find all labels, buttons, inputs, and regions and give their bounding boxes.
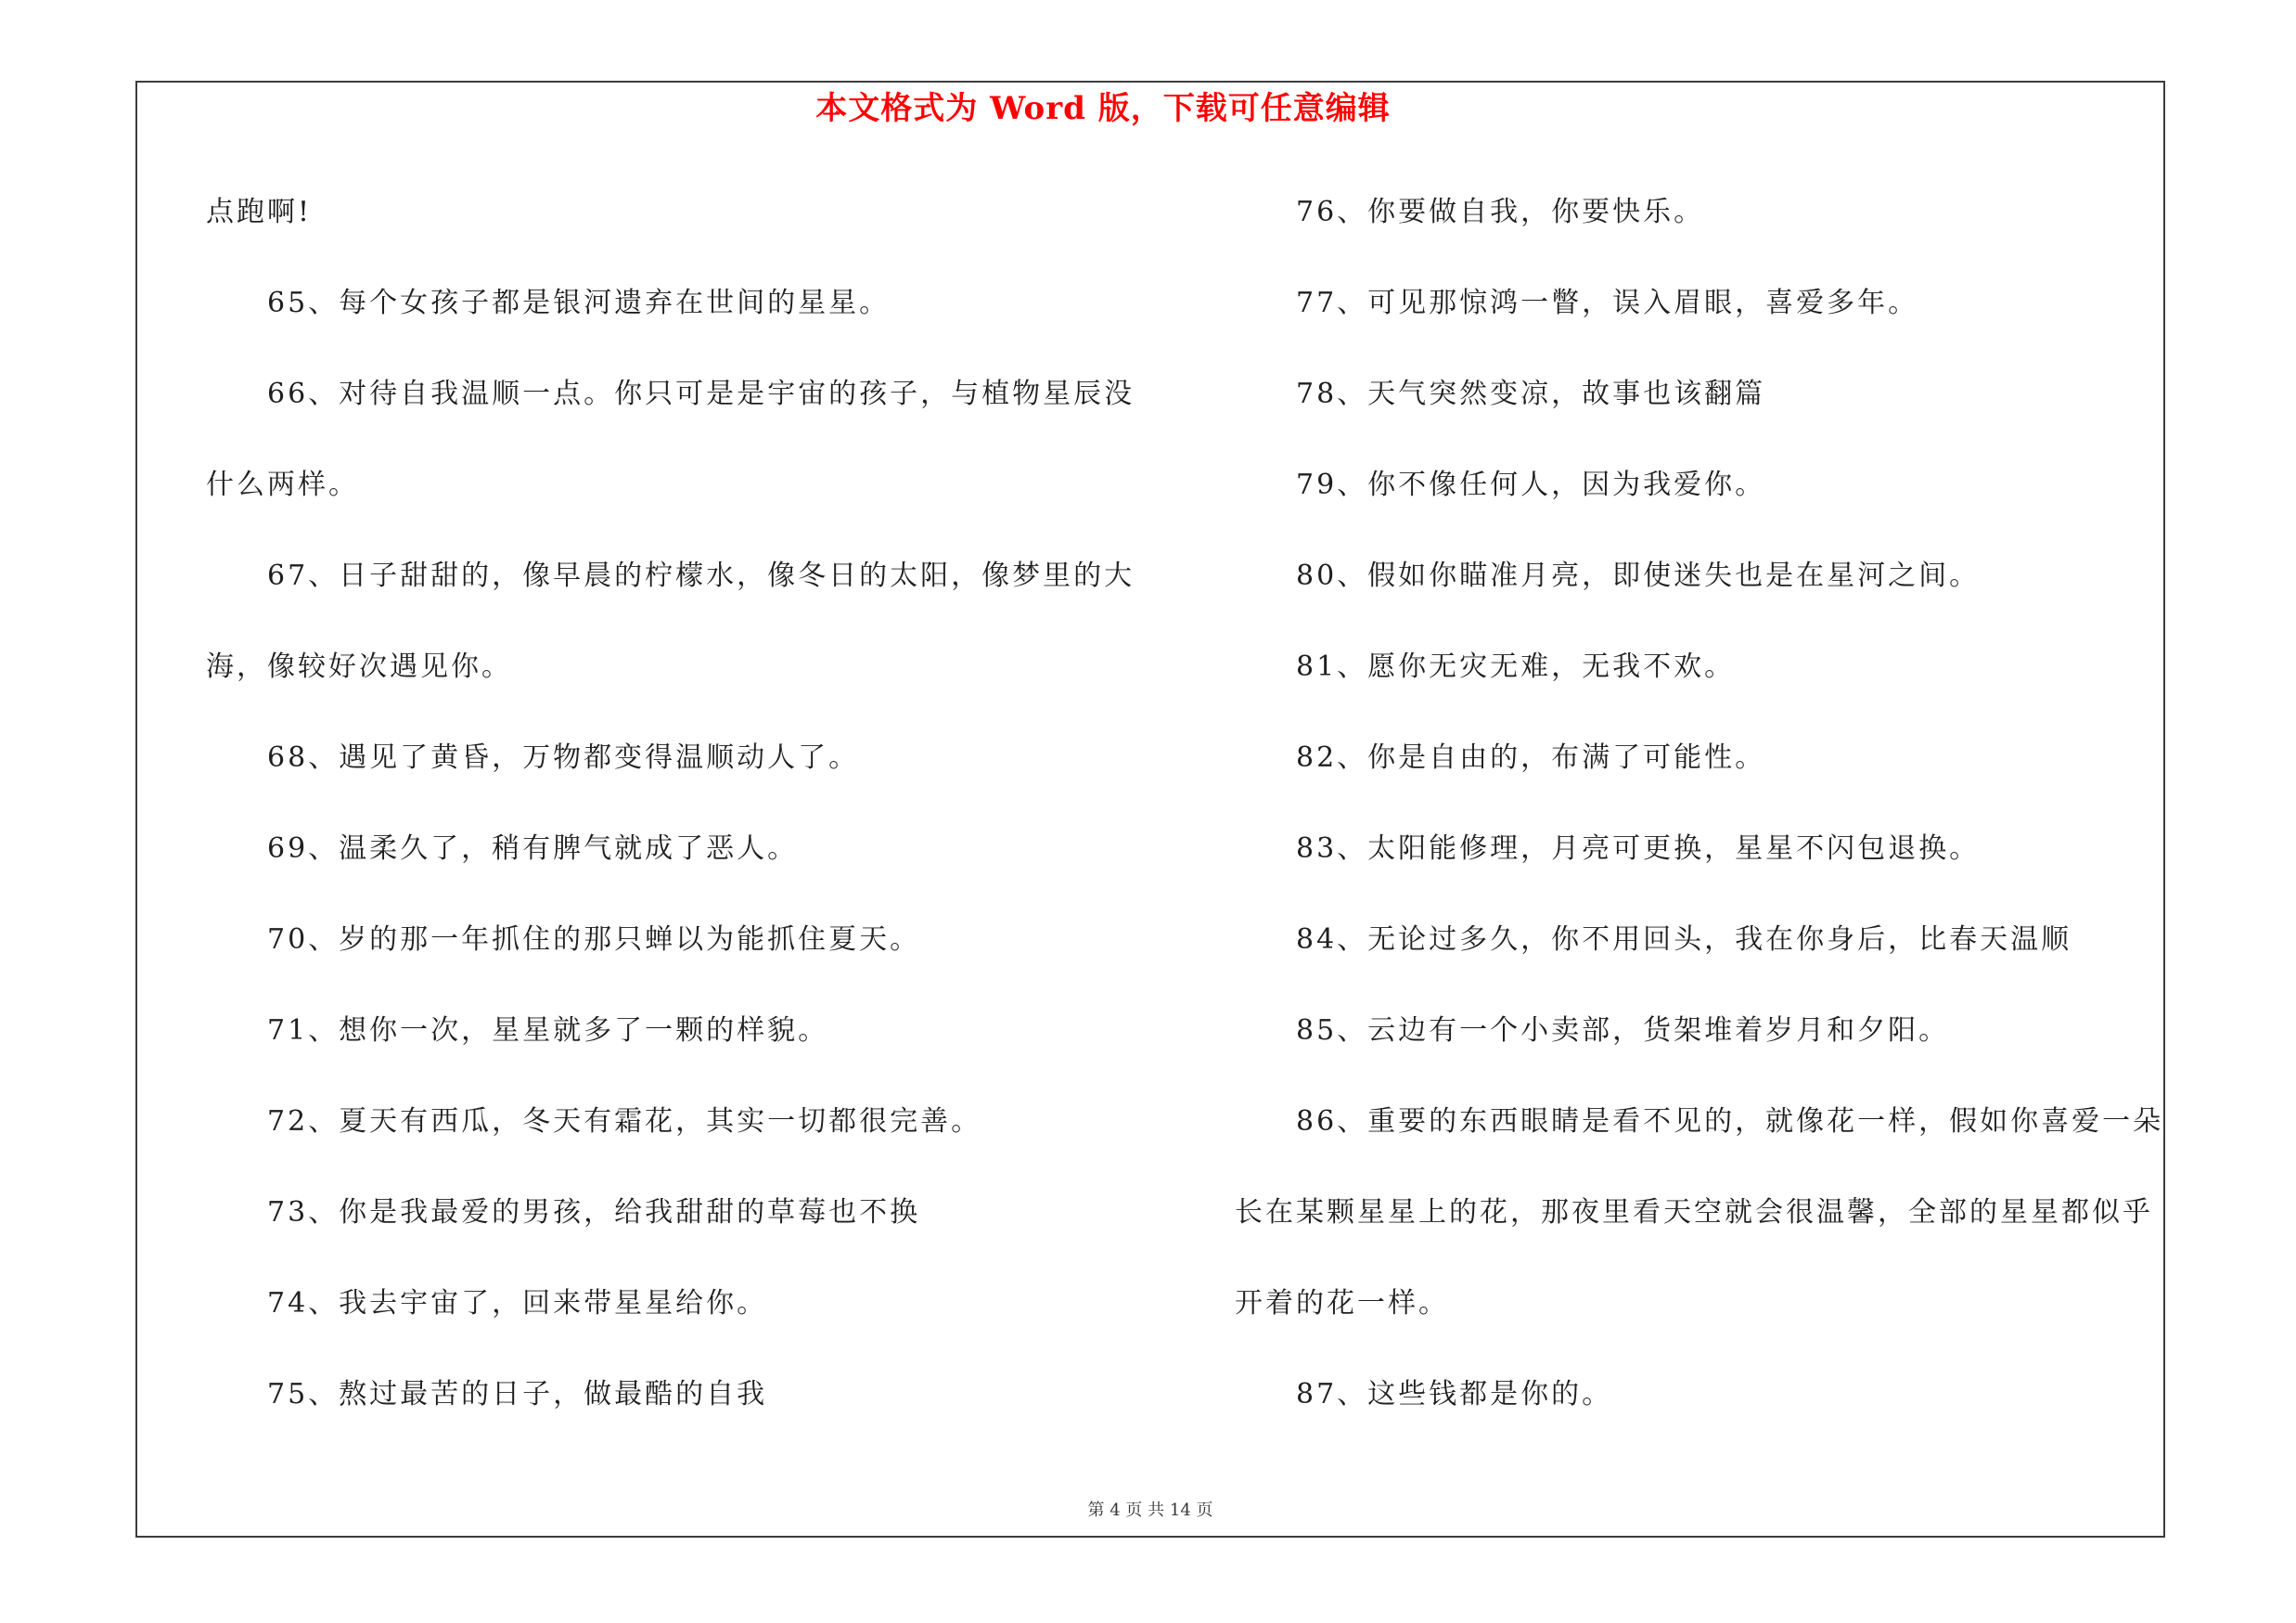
- paragraph-line: 81、愿你无灾无难，无我不欢。: [1296, 650, 1736, 683]
- paragraph: [206, 895, 1129, 985]
- footer-label: 页 共: [1125, 1501, 1165, 1520]
- paragraph: [1235, 895, 2158, 985]
- paragraph-line: 83、太阳能修理，月亮可更换，星星不闪包退换。: [1296, 832, 1981, 865]
- paragraph: [206, 531, 1135, 713]
- paragraph: [1235, 167, 2158, 258]
- paragraph-line: 69、温柔久了，稍有脾气就成了恶人。: [267, 832, 799, 865]
- paragraph: [206, 1258, 1129, 1349]
- left-column: [206, 167, 1135, 1440]
- paragraph: [206, 1349, 1129, 1440]
- paragraph: [206, 349, 1135, 531]
- paragraph: [1235, 1076, 2164, 1349]
- page-footer: [137, 1497, 2163, 1525]
- total-pages-number: 14: [1169, 1501, 1191, 1520]
- paragraph: [1235, 440, 2158, 531]
- paragraph-line: 70、岁的那一年抓住的那只蝉以为能抓住夏天。: [267, 923, 921, 956]
- paragraph-line: 78、天气突然变凉，故事也该翻篇: [1296, 378, 1766, 410]
- paragraph-line: 75、熬过最苦的日子，做最酷的自我: [267, 1378, 768, 1410]
- paragraph-line: 海，像较好次遇见你。: [206, 650, 512, 683]
- paragraph: [206, 713, 1129, 804]
- paragraph: [1235, 1349, 2158, 1440]
- paragraph: [1235, 713, 2158, 804]
- footer-label: 第: [1087, 1501, 1105, 1520]
- paragraph: [206, 985, 1129, 1076]
- paragraph-line: 长在某颗星星上的花，那夜里看天空就会很温馨，全部的星星都似乎: [1235, 1196, 2153, 1229]
- paragraph-line: 80、假如你瞄准月亮，即使迷失也是在星河之间。: [1296, 560, 1981, 592]
- paragraph-line: 85、云边有一个小卖部，货架堆着岁月和夕阳。: [1296, 1014, 1950, 1047]
- header-notice: 本文格式为 Word 版，下载可任意编辑: [815, 90, 1391, 127]
- paragraph-line: 82、你是自由的，布满了可能性。: [1296, 741, 1766, 774]
- paragraph: [1235, 985, 2158, 1076]
- paragraph-line: 66、对待自我温顺一点。你只可是是宇宙的孩子，与植物星辰没: [267, 378, 1135, 410]
- paragraph: [1235, 622, 2158, 713]
- paragraph: [206, 1076, 1129, 1167]
- footer-label: 页: [1196, 1501, 1213, 1520]
- paragraph: [1235, 804, 2158, 895]
- paragraph: [206, 804, 1129, 895]
- paragraph-line: 点跑啊!: [206, 196, 313, 228]
- document-page: [135, 81, 2165, 1538]
- paragraph-line: 73、你是我最爱的男孩，给我甜甜的草莓也不换: [267, 1196, 921, 1229]
- right-column: [1235, 167, 2164, 1440]
- paragraph-line: 77、可见那惊鸿一瞥，误入眉眼，喜爱多年。: [1296, 287, 1919, 319]
- current-page-number: 4: [1110, 1501, 1121, 1520]
- paragraph: [1235, 349, 2158, 440]
- paragraph-line: 67、日子甜甜的，像早晨的柠檬水，像冬日的太阳，像梦里的大: [267, 560, 1135, 592]
- paragraph-line: 79、你不像任何人，因为我爱你。: [1296, 469, 1766, 501]
- paragraph-line: 86、重要的东西眼睛是看不见的，就像花一样，假如你喜爱一朵: [1296, 1105, 2164, 1138]
- paragraph: [206, 1167, 1129, 1258]
- paragraph-line: 65、每个女孩子都是银河遗弃在世间的星星。: [267, 287, 891, 319]
- paragraph-line: 72、夏天有西瓜，冬天有霜花，其实一切都很完善。: [267, 1105, 982, 1138]
- paragraph-line: 76、你要做自我，你要快乐。: [1296, 196, 1705, 228]
- paragraph-line: 74、我去宇宙了，回来带星星给你。: [267, 1287, 768, 1320]
- paragraph-line: 什么两样。: [206, 469, 359, 501]
- paragraph-line: 开着的花一样。: [1235, 1287, 1449, 1320]
- paragraph: [1235, 258, 2158, 349]
- paragraph: [206, 167, 1129, 258]
- paragraph: [1235, 531, 2158, 622]
- paragraph-line: 68、遇见了黄昏，万物都变得温顺动人了。: [267, 741, 860, 774]
- paragraph-line: 84、无论过多久，你不用回头，我在你身后，比春天温顺: [1296, 923, 2072, 956]
- paragraph-line: 71、想你一次，星星就多了一颗的样貌。: [267, 1014, 829, 1047]
- paragraph: [206, 258, 1129, 349]
- paragraph-line: 87、这些钱都是你的。: [1296, 1378, 1613, 1410]
